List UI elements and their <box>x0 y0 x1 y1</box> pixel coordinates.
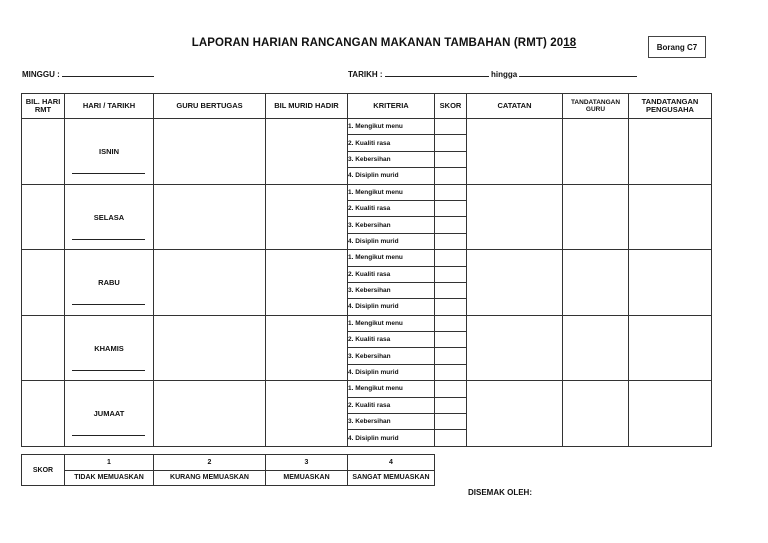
date-blank-line[interactable] <box>72 435 145 436</box>
table-row <box>22 315 712 331</box>
catatan-cell[interactable] <box>467 250 563 316</box>
score-cell[interactable] <box>435 119 467 135</box>
score-cell[interactable] <box>435 414 467 430</box>
score-cell[interactable] <box>435 217 467 233</box>
score-cell[interactable] <box>435 168 467 184</box>
criteria-cell: 2. Kualiti rasa <box>348 397 435 413</box>
criteria-cell: 2. Kualiti rasa <box>348 200 435 216</box>
criteria-cell: 2. Kualiti rasa <box>348 266 435 282</box>
tandatangan-guru-cell[interactable] <box>563 381 629 447</box>
minggu-blank-line[interactable] <box>62 69 154 77</box>
score-desc-2: KURANG MEMUASKAN <box>154 470 266 486</box>
bil-hari-cell[interactable] <box>22 250 65 316</box>
catatan-cell[interactable] <box>467 315 563 381</box>
guru-bertugas-cell[interactable] <box>154 315 266 381</box>
table-row <box>22 184 712 200</box>
form-code: Borang C7 <box>656 42 698 52</box>
score-cell[interactable] <box>435 332 467 348</box>
table-row <box>22 119 712 135</box>
date-blank-line[interactable] <box>72 239 145 240</box>
tarikh-end-blank-line[interactable] <box>519 69 637 77</box>
score-cell[interactable] <box>435 266 467 282</box>
score-desc-1: TIDAK MEMUASKAN <box>65 470 154 486</box>
criteria-cell: 4. Disiplin murid <box>348 430 435 446</box>
guru-bertugas-cell[interactable] <box>154 381 266 447</box>
col-header-tandatangan-guru: TANDATANGAN GURU <box>563 94 629 119</box>
score-cell[interactable] <box>435 315 467 331</box>
col-header-catatan: CATATAN <box>467 94 563 119</box>
guru-bertugas-cell[interactable] <box>154 184 266 250</box>
title-year-suffix: 18 <box>563 37 577 49</box>
score-legend-label: SKOR <box>22 455 65 486</box>
checked-by-label: DISEMAK OLEH: <box>468 488 532 497</box>
col-header-bil-hari: BIL. HARI RMT <box>22 94 65 119</box>
score-number-1: 1 <box>65 455 154 471</box>
date-blank-line[interactable] <box>72 173 145 174</box>
date-blank-line[interactable] <box>72 304 145 305</box>
col-header-skor: SKOR <box>435 94 467 119</box>
date-blank-line[interactable] <box>72 370 145 371</box>
day-name: JUMAAT <box>93 409 125 419</box>
bil-hari-cell[interactable] <box>22 119 65 185</box>
criteria-cell: 1. Mengikut menu <box>348 315 435 331</box>
score-desc-4: SANGAT MEMUASKAN <box>348 470 435 486</box>
col-header-tandatangan-pengusaha: TANDATANGAN PENGUSAHA <box>629 94 712 119</box>
catatan-cell[interactable] <box>467 184 563 250</box>
score-cell[interactable] <box>435 430 467 446</box>
criteria-cell: 1. Mengikut menu <box>348 250 435 266</box>
col-header-hari-tarikh: HARI / TARIKH <box>65 94 154 119</box>
title-main: LAPORAN HARIAN RANCANGAN MAKANAN TAMBAHAN (RMT) 20 <box>191 37 564 49</box>
guru-bertugas-cell[interactable] <box>154 250 266 316</box>
criteria-cell: 1. Mengikut menu <box>348 381 435 397</box>
criteria-cell: 3. Kebersihan <box>348 414 435 430</box>
criteria-cell: 1. Mengikut menu <box>348 184 435 200</box>
tandatangan-guru-cell[interactable] <box>563 250 629 316</box>
score-legend-table <box>21 454 435 486</box>
col-header-bil-murid: BIL MURID HADIR <box>266 94 348 119</box>
day-cell[interactable] <box>65 250 154 316</box>
score-cell[interactable] <box>435 381 467 397</box>
score-cell[interactable] <box>435 282 467 298</box>
criteria-cell: 3. Kebersihan <box>348 348 435 364</box>
score-cell[interactable] <box>435 250 467 266</box>
tandatangan-pengusaha-cell[interactable] <box>629 184 712 250</box>
bil-murid-cell[interactable] <box>266 184 348 250</box>
day-cell[interactable] <box>65 184 154 250</box>
criteria-cell: 4. Disiplin murid <box>348 233 435 249</box>
bil-hari-cell[interactable] <box>22 184 65 250</box>
minggu-label: MINGGU : <box>22 70 60 79</box>
criteria-cell: 4. Disiplin murid <box>348 299 435 315</box>
criteria-cell: 2. Kualiti rasa <box>348 135 435 151</box>
day-name: KHAMIS <box>94 343 124 353</box>
score-cell[interactable] <box>435 299 467 315</box>
score-number-2: 2 <box>154 455 266 471</box>
col-header-kriteria: KRITERIA <box>348 94 435 119</box>
tandatangan-pengusaha-cell[interactable] <box>629 250 712 316</box>
score-desc-3: MEMUASKAN <box>266 470 348 486</box>
catatan-cell[interactable] <box>467 381 563 447</box>
bil-murid-cell[interactable] <box>266 119 348 185</box>
score-number-3: 3 <box>266 455 348 471</box>
daily-report-table <box>21 93 712 447</box>
bil-murid-cell[interactable] <box>266 250 348 316</box>
criteria-cell: 3. Kebersihan <box>348 282 435 298</box>
day-name: ISNIN <box>98 147 119 156</box>
criteria-cell: 1. Mengikut menu <box>348 119 435 135</box>
tarikh-start-blank-line[interactable] <box>385 69 489 77</box>
tarikh-field[interactable] <box>348 69 637 79</box>
day-name: SELASA <box>93 212 125 222</box>
day-cell[interactable] <box>65 119 154 185</box>
day-cell[interactable] <box>65 381 154 447</box>
bil-hari-cell[interactable] <box>22 315 65 381</box>
day-rows <box>22 119 712 447</box>
day-cell[interactable] <box>65 315 154 381</box>
score-cell[interactable] <box>435 151 467 167</box>
criteria-cell: 2. Kualiti rasa <box>348 332 435 348</box>
col-header-guru-bertugas: GURU BERTUGAS <box>154 94 266 119</box>
tandatangan-pengusaha-cell[interactable] <box>629 381 712 447</box>
criteria-cell: 3. Kebersihan <box>348 217 435 233</box>
minggu-field[interactable] <box>22 69 154 79</box>
criteria-cell: 4. Disiplin murid <box>348 364 435 380</box>
hingga-label: hingga <box>490 70 518 79</box>
guru-bertugas-cell[interactable] <box>154 119 266 185</box>
table-row <box>22 381 712 397</box>
score-cell[interactable] <box>435 397 467 413</box>
criteria-cell: 4. Disiplin murid <box>348 168 435 184</box>
tandatangan-pengusaha-cell[interactable] <box>629 315 712 381</box>
score-cell[interactable] <box>435 200 467 216</box>
form-code-box <box>648 36 706 58</box>
score-number-4: 4 <box>348 455 435 471</box>
table-row <box>22 250 712 266</box>
tandatangan-guru-cell[interactable] <box>563 315 629 381</box>
catatan-cell[interactable] <box>467 119 563 185</box>
score-cell[interactable] <box>435 135 467 151</box>
bil-murid-cell[interactable] <box>266 381 348 447</box>
tandatangan-pengusaha-cell[interactable] <box>629 119 712 185</box>
criteria-cell: 3. Kebersihan <box>348 151 435 167</box>
tandatangan-guru-cell[interactable] <box>563 184 629 250</box>
score-cell[interactable] <box>435 233 467 249</box>
day-name: RABU <box>98 278 120 288</box>
table-header-row <box>22 94 712 119</box>
score-cell[interactable] <box>435 184 467 200</box>
tarikh-label: TARIKH : <box>348 70 383 79</box>
bil-hari-cell[interactable] <box>22 381 65 447</box>
score-cell[interactable] <box>435 348 467 364</box>
tandatangan-guru-cell[interactable] <box>563 119 629 185</box>
score-cell[interactable] <box>435 364 467 380</box>
bil-murid-cell[interactable] <box>266 315 348 381</box>
